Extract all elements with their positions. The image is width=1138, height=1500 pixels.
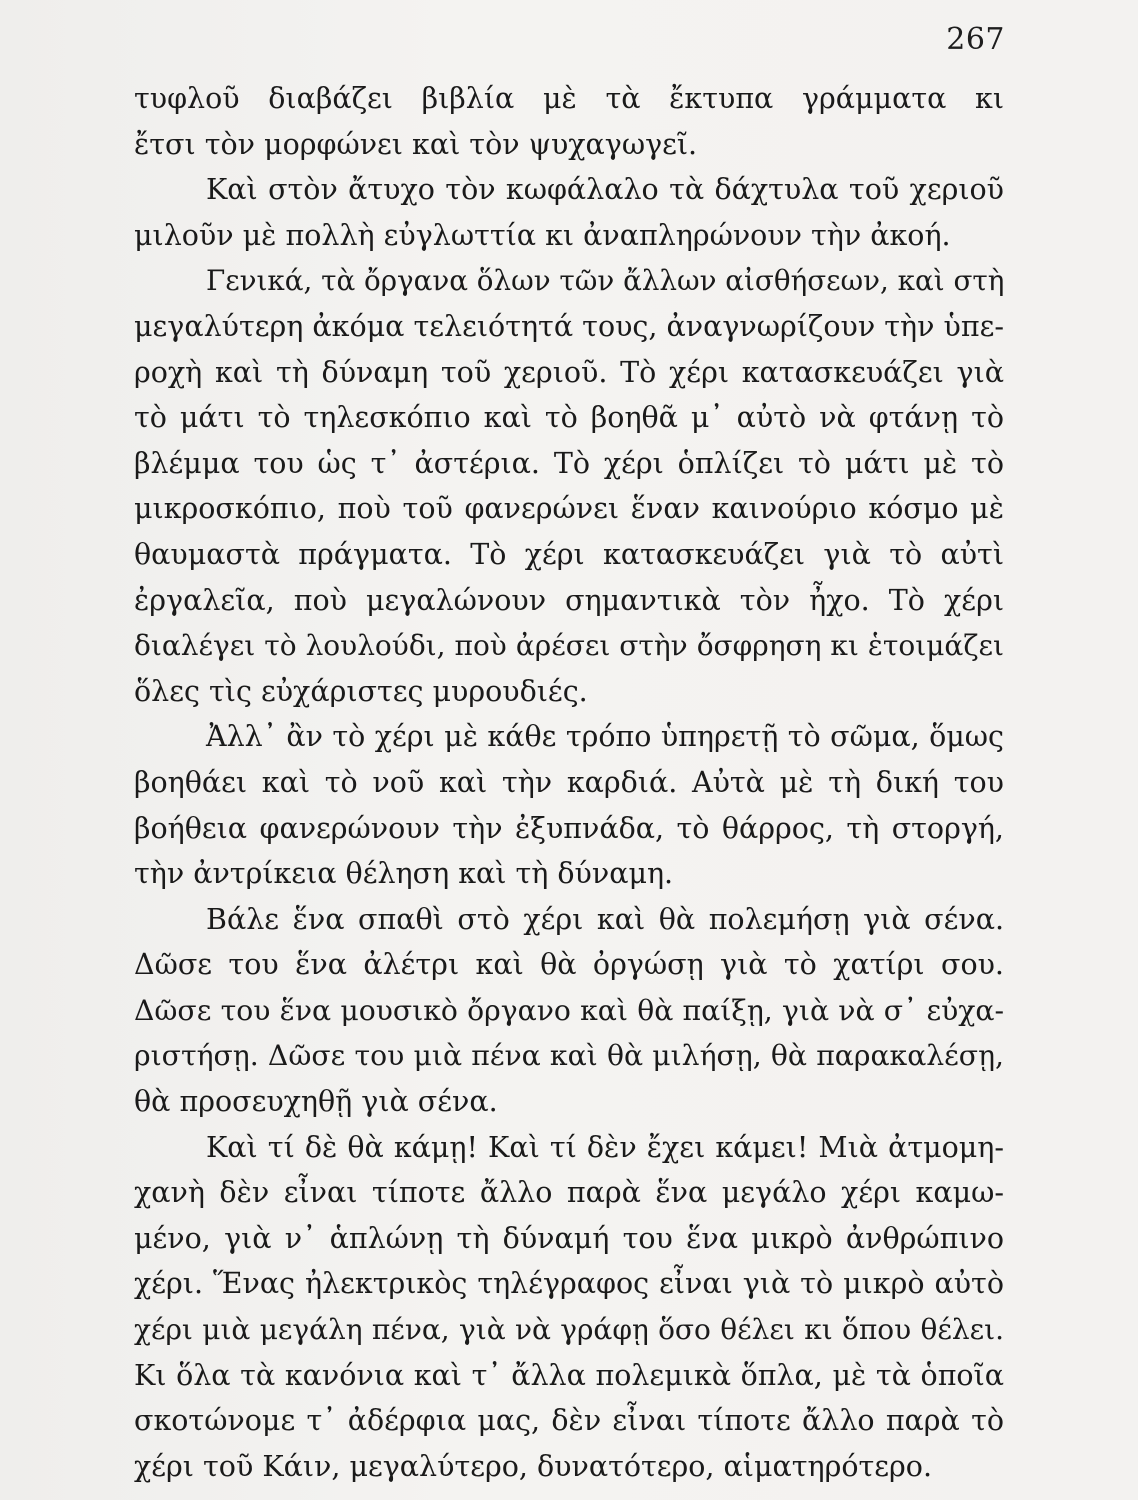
text-line: Δῶσε του ἕνα ἀλέτρι καὶ θὰ ὀργώσῃ γιὰ τὸ χατίρι σου. xyxy=(134,948,1004,982)
body-text xyxy=(134,76,1004,1489)
text-line: μεγαλύτερη ἀκόμα τελειότητά τους, ἀναγνωρίζουν τὴν ὑπε- xyxy=(134,309,1004,343)
text-line: Κι ὅλα τὰ κανόνια καὶ τ᾽ ἄλλα πολεμικὰ ὅπλα, μὲ τὰ ὁποῖα xyxy=(134,1358,1004,1392)
text-line: ροχὴ καὶ τὴ δύναμη τοῦ χεριοῦ. Τὸ χέρι κατασκευάζει γιὰ xyxy=(134,355,1004,389)
text-line: Γενικά, τὰ ὄργανα ὅλων τῶν ἄλλων αἰσθήσεων, καὶ στὴ xyxy=(206,264,1004,298)
text-line: Ἀλλ᾽ ἂν τὸ χέρι μὲ κάθε τρόπο ὑπηρετῇ τὸ σῶμα, ὅμως xyxy=(206,720,1004,754)
text-line: χέρι τοῦ Κάιν, μεγαλύτερο, δυνατότερο, αἱματηρότερο. xyxy=(134,1449,932,1483)
text-line: Δῶσε του ἕνα μουσικὸ ὄργανο καὶ θὰ παίξῃ, γιὰ νὰ σ᾽ εὐχα- xyxy=(134,993,1004,1027)
text-line: τυφλοῦ διαβάζει βιβλία μὲ τὰ ἔκτυπα γράμματα κι xyxy=(134,82,1004,115)
text-line: χέρι μιὰ μεγάλη πένα, γιὰ νὰ γράφῃ ὅσο θέλει κι ὅπου θέλει. xyxy=(134,1313,1004,1347)
text-line: τὴν ἀντρίκεια θέληση καὶ τὴ δύναμη. xyxy=(134,857,674,891)
text-line: μένο, γιὰ ν᾽ ἁπλώνῃ τὴ δύναμή του ἕνα μικρὸ ἀνθρώπινο xyxy=(134,1221,1004,1255)
text-line: Καὶ τί δὲ θὰ κάμῃ! Καὶ τί δὲν ἔχει κάμει! Μιὰ ἀτμομη- xyxy=(206,1130,1004,1164)
text-line: θὰ προσευχηθῇ γιὰ σένα. xyxy=(134,1085,498,1119)
text-line: ἔτσι τὸν μορφώνει καὶ τὸν ψυχαγωγεῖ. xyxy=(134,127,698,161)
page-number: 267 xyxy=(946,22,1005,57)
text-line: βλέμμα του ὡς τ᾽ ἀστέρια. Τὸ χέρι ὁπλίζει τὸ μάτι μὲ τὸ xyxy=(134,446,1004,480)
text-line: μικροσκόπιο, ποὺ τοῦ φανερώνει ἕναν καινούριο κόσμο μὲ xyxy=(134,492,1004,526)
text-line: ριστήσῃ. Δῶσε του μιὰ πένα καὶ θὰ μιλήσῃ, θὰ παρακαλέσῃ, xyxy=(134,1039,1004,1073)
text-line: μιλοῦν μὲ πολλὴ εὐγλωττία κι ἀναπληρώνουν τὴν ἀκοή. xyxy=(134,218,951,252)
text-line: Καὶ στὸν ἄτυχο τὸν κωφάλαλο τὰ δάχτυλα τοῦ χεριοῦ xyxy=(206,173,1004,207)
text-line: ὅλες τὶς εὐχάριστες μυρουδιές. xyxy=(134,674,588,708)
text-line: Βάλε ἕνα σπαθὶ στὸ χέρι καὶ θὰ πολεμήσῃ γιὰ σένα. xyxy=(206,902,1004,936)
text-line: χανὴ δὲν εἶναι τίποτε ἄλλο παρὰ ἕνα μεγάλο χέρι καμω- xyxy=(134,1176,1004,1210)
text-line: βοηθάει καὶ τὸ νοῦ καὶ τὴν καρδιά. Αὐτὰ μὲ τὴ δική του xyxy=(134,765,1004,799)
text-line: διαλέγει τὸ λουλούδι, ποὺ ἀρέσει στὴν ὄσφρηση κι ἑτοιμάζει xyxy=(134,629,1004,663)
text-line: σκοτώνομε τ᾽ ἀδέρφια μας, δὲν εἶναι τίποτε ἄλλο παρὰ τὸ xyxy=(134,1404,1004,1438)
text-line: χέρι. Ἕνας ἠλεκτρικὸς τηλέγραφος εἶναι γιὰ τὸ μικρὸ αὐτὸ xyxy=(134,1267,1004,1301)
text-line: τὸ μάτι τὸ τηλεσκόπιο καὶ τὸ βοηθᾶ μ᾽ αὐτὸ νὰ φτάνῃ τὸ xyxy=(134,401,1004,435)
text-line: βοήθεια φανερώνουν τὴν ἐξυπνάδα, τὸ θάρρος, τὴ στοργή, xyxy=(134,811,1004,845)
text-line: θαυμαστὰ πράγματα. Τὸ χέρι κατασκευάζει γιὰ τὸ αὐτὶ xyxy=(134,537,1004,571)
text-line: ἐργαλεῖα, ποὺ μεγαλώνουν σημαντικὰ τὸν ἦχο. Τὸ χέρι xyxy=(134,583,1004,617)
